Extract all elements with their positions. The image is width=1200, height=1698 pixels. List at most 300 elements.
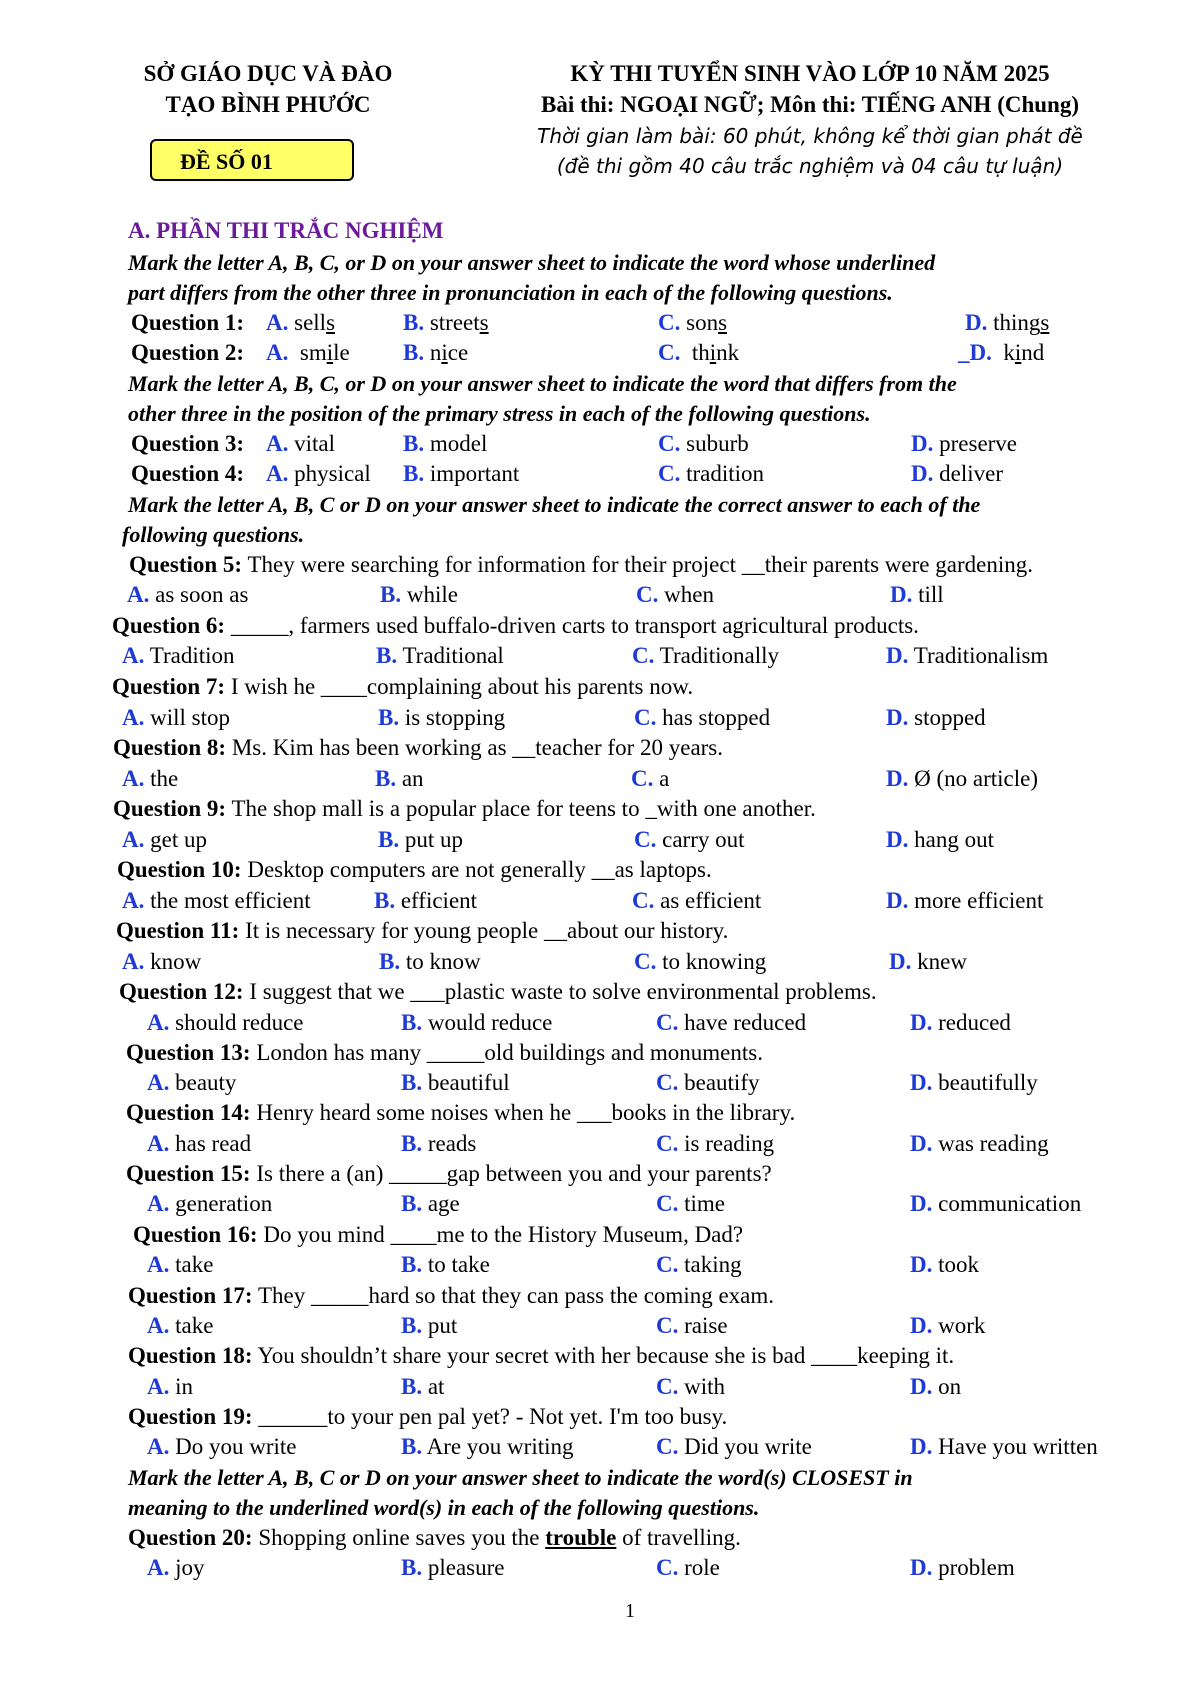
option-d[interactable] — [886, 825, 994, 855]
question-label: Question 16: — [133, 1222, 258, 1247]
option-letter: B. — [379, 949, 401, 974]
question-label: Question 3: — [131, 431, 245, 456]
option-d[interactable] — [910, 1432, 1098, 1462]
option-text: time — [684, 1191, 726, 1216]
option-a[interactable] — [122, 825, 207, 855]
option-letter: A. — [147, 1070, 170, 1095]
option-c[interactable] — [656, 1189, 725, 1219]
option-a[interactable] — [147, 1372, 193, 1402]
option-letter: D. — [886, 766, 909, 791]
option-letter: C. — [634, 705, 657, 730]
option-text: thing — [993, 310, 1041, 335]
option-a[interactable] — [266, 429, 335, 459]
option-text: to take — [427, 1252, 490, 1277]
option-b[interactable] — [401, 1250, 490, 1280]
option-text: take — [175, 1313, 214, 1338]
option-d[interactable] — [965, 308, 1049, 338]
question-20 — [128, 1523, 741, 1553]
option-d[interactable] — [886, 703, 986, 733]
option-text: beautifully — [938, 1070, 1038, 1095]
question-10 — [117, 855, 712, 885]
option-d[interactable] — [886, 764, 1038, 794]
option-letter: C. — [656, 1252, 679, 1277]
option-letter: A. — [122, 705, 145, 730]
option-c[interactable] — [658, 338, 739, 368]
option-text: nk — [716, 340, 740, 365]
option-letter: B. — [403, 461, 425, 486]
question-3 — [131, 429, 244, 459]
option-text: would reduce — [427, 1010, 553, 1035]
option-c[interactable] — [658, 308, 727, 338]
instruction-closest-2: meaning to the underlined word(s) in each of the following questions. — [128, 1495, 760, 1520]
exam-composition: (đề thi gồm 40 câu trắc nghiệm và 04 câu tự luận) — [556, 154, 1064, 178]
question-stem: I wish he ____complaining about his parents now. — [230, 674, 694, 699]
option-letter: D. — [889, 949, 912, 974]
option-d[interactable] — [910, 1129, 1049, 1159]
option-b[interactable] — [401, 1068, 510, 1098]
question-label: Question 12: — [119, 979, 244, 1004]
question-1 — [131, 308, 244, 338]
option-text: in — [175, 1374, 194, 1399]
option-letter: C. — [634, 827, 657, 852]
option-letter: A. — [147, 1131, 170, 1156]
option-text: is stopping — [404, 705, 506, 730]
option-text: at — [427, 1374, 445, 1399]
option-letter: B. — [401, 1434, 423, 1459]
option-text: an — [401, 766, 424, 791]
option-text: will stop — [150, 705, 230, 730]
option-b[interactable] — [401, 1129, 476, 1159]
option-a[interactable] — [122, 947, 201, 977]
option-text: on — [938, 1374, 962, 1399]
option-text: Are you writing — [426, 1434, 574, 1459]
question-label: Question 8: — [113, 735, 227, 760]
instruction-correct-1: Mark the letter A, B, C or D on your answer sheet to indicate the correct answer to each of the — [128, 492, 981, 517]
option-text: Have you written — [938, 1434, 1098, 1459]
option-letter: A. — [266, 310, 289, 335]
option-text: raise — [684, 1313, 728, 1338]
question-label: Question 7: — [112, 674, 226, 699]
option-c[interactable] — [634, 947, 766, 977]
option-c[interactable] — [656, 1129, 774, 1159]
option-text: have reduced — [684, 1010, 807, 1035]
option-text: preserve — [939, 431, 1018, 456]
instruction-closest-1: Mark the letter A, B, C or D on your answer sheet to indicate the word(s) CLOSEST in — [128, 1465, 913, 1490]
question-label: Question 15: — [126, 1161, 251, 1186]
option-letter: D. — [910, 1434, 933, 1459]
option-text: was reading — [938, 1131, 1049, 1156]
question-stem: Henry heard some noises when he ___books in the library. — [256, 1100, 796, 1125]
option-text: as efficient — [660, 888, 762, 913]
question-stem: Ms. Kim has been working as __teacher for 20 years. — [231, 735, 724, 760]
option-c[interactable] — [658, 429, 749, 459]
option-letter: D. — [911, 431, 934, 456]
option-d[interactable] — [910, 1189, 1081, 1219]
option-text: is reading — [684, 1131, 775, 1156]
option-b[interactable] — [375, 764, 424, 794]
underlined-part: i — [441, 340, 448, 365]
question-11 — [116, 916, 728, 946]
option-c[interactable] — [656, 1008, 806, 1038]
option-a[interactable] — [147, 1068, 236, 1098]
question-14 — [126, 1098, 795, 1128]
option-letter: D. — [965, 310, 988, 335]
question-stem: I suggest that we ___plastic waste to solve environmental problems. — [249, 979, 877, 1004]
exam-time: Thời gian làm bài: 60 phút, không kể thời gian phát đề — [537, 124, 1083, 148]
question-stem: Desktop computers are not generally __as laptops. — [247, 857, 712, 882]
option-letter: _D. — [958, 340, 992, 365]
option-d[interactable] — [890, 580, 944, 610]
underlined-part: s — [479, 310, 489, 335]
question-9 — [113, 794, 816, 824]
option-c[interactable] — [631, 764, 669, 794]
option-text: the — [150, 766, 179, 791]
option-letter: A. — [147, 1374, 170, 1399]
option-a[interactable] — [122, 764, 178, 794]
option-d[interactable] — [886, 886, 1043, 916]
option-b[interactable] — [403, 429, 487, 459]
option-text: Do you write — [175, 1434, 297, 1459]
option-text: sell — [294, 310, 327, 335]
option-text: stopped — [914, 705, 986, 730]
option-letter: C. — [656, 1010, 679, 1035]
instruction-stress-2: other three in the position of the primary stress in each of the following questions. — [128, 401, 871, 426]
page-number: 1 — [625, 1600, 635, 1622]
section-title: A. PHẦN THI TRẮC NGHIỆM — [128, 218, 444, 243]
option-letter: D. — [910, 1191, 933, 1216]
option-text: tradition — [686, 461, 765, 486]
question-18 — [128, 1341, 954, 1371]
option-text: to knowing — [662, 949, 767, 974]
option-letter: A. — [266, 461, 289, 486]
option-letter: D. — [910, 1313, 933, 1338]
underlined-part: i — [326, 340, 334, 365]
option-letter: D. — [910, 1010, 933, 1035]
option-c[interactable] — [632, 641, 779, 671]
option-letter: A. — [147, 1010, 170, 1035]
option-a[interactable] — [266, 338, 350, 368]
option-text: le — [333, 340, 350, 365]
option-text: age — [427, 1191, 460, 1216]
option-letter: C. — [632, 643, 655, 668]
option-text: carry out — [662, 827, 745, 852]
option-c[interactable] — [656, 1250, 742, 1280]
option-letter: C. — [656, 1070, 679, 1095]
option-letter: D. — [910, 1374, 933, 1399]
option-b[interactable] — [403, 338, 468, 368]
option-letter: C. — [658, 461, 681, 486]
option-text: as soon as — [155, 582, 249, 607]
option-letter: A. — [266, 431, 289, 456]
option-b[interactable] — [401, 1432, 574, 1462]
option-c[interactable] — [634, 703, 770, 733]
option-a[interactable] — [122, 703, 230, 733]
option-b[interactable] — [401, 1189, 460, 1219]
option-text: important — [429, 461, 520, 486]
option-text: communication — [938, 1191, 1082, 1216]
question-stem: Shopping online saves you the — [258, 1525, 540, 1550]
option-text: th — [691, 340, 710, 365]
option-text: Ø (no article) — [914, 766, 1039, 791]
question-stem: ______to your pen pal yet? - Not yet. I'm too busy. — [258, 1404, 728, 1429]
question-15 — [126, 1159, 772, 1189]
question-label: Question 5: — [129, 552, 243, 577]
option-text: Traditionally — [659, 643, 779, 668]
option-c[interactable] — [658, 459, 764, 489]
option-b[interactable] — [374, 886, 477, 916]
option-letter: D. — [886, 643, 909, 668]
option-b[interactable] — [401, 1372, 444, 1402]
question-label: Question 14: — [126, 1100, 251, 1125]
option-letter: C. — [631, 766, 654, 791]
option-letter: C. — [656, 1131, 679, 1156]
instruction-correct-2: following questions. — [122, 522, 305, 547]
option-letter: B. — [374, 888, 396, 913]
question-17 — [128, 1281, 774, 1311]
option-text: hang out — [914, 827, 994, 852]
option-letter: B. — [378, 827, 400, 852]
option-text: joy — [175, 1555, 205, 1580]
option-text: put up — [404, 827, 463, 852]
option-text: physical — [294, 461, 371, 486]
option-letter: D. — [910, 1070, 933, 1095]
option-d[interactable] — [958, 338, 1044, 368]
option-text: a — [659, 766, 670, 791]
option-text: get up — [150, 827, 207, 852]
option-b[interactable] — [403, 308, 489, 338]
option-text: k — [1003, 340, 1015, 365]
option-text: when — [664, 582, 714, 607]
option-d[interactable] — [910, 1372, 961, 1402]
option-letter: A. — [147, 1434, 170, 1459]
question-stem: Do you mind ____me to the History Museum, Dad? — [263, 1222, 744, 1247]
option-b[interactable] — [376, 641, 504, 671]
option-text: nd — [1021, 340, 1045, 365]
instruction-pronunciation-2: part differs from the other three in pronunciation in each of the following questions. — [128, 280, 893, 305]
option-text: Did you write — [684, 1434, 812, 1459]
option-b[interactable] — [401, 1311, 457, 1341]
option-a[interactable] — [127, 580, 248, 610]
underlined-part: s — [718, 310, 728, 335]
option-text: ce — [447, 340, 469, 365]
option-letter: C. — [658, 431, 681, 456]
option-text: vital — [294, 431, 336, 456]
option-a[interactable] — [147, 1008, 304, 1038]
option-text: more efficient — [914, 888, 1044, 913]
question-label: Question 6: — [112, 613, 226, 638]
question-stem: It is necessary for young people __about our history. — [245, 918, 729, 943]
option-text: beauty — [175, 1070, 237, 1095]
option-c[interactable] — [656, 1432, 812, 1462]
option-text: beautify — [684, 1070, 760, 1095]
option-b[interactable] — [403, 459, 519, 489]
option-a[interactable] — [147, 1311, 213, 1341]
option-d[interactable] — [911, 429, 1017, 459]
option-d[interactable] — [910, 1553, 1015, 1583]
option-text: son — [686, 310, 719, 335]
option-text: while — [406, 582, 458, 607]
option-letter: B. — [401, 1131, 423, 1156]
question-label: Question 2: — [131, 340, 245, 365]
option-text: Traditionalism — [913, 643, 1049, 668]
option-text: took — [938, 1252, 980, 1277]
option-d[interactable] — [910, 1008, 1011, 1038]
option-d[interactable] — [910, 1311, 985, 1341]
option-a[interactable] — [147, 1129, 251, 1159]
option-letter: C. — [658, 340, 681, 365]
option-letter: A. — [127, 582, 150, 607]
exam-title: KỲ THI TUYỂN SINH VÀO LỚP 10 NĂM 2025 — [570, 61, 1050, 86]
option-text: know — [150, 949, 202, 974]
option-d[interactable] — [910, 1068, 1038, 1098]
option-letter: B. — [378, 705, 400, 730]
option-a[interactable] — [122, 886, 311, 916]
option-text: knew — [917, 949, 967, 974]
option-c[interactable] — [656, 1311, 728, 1341]
question-8 — [113, 733, 723, 763]
option-letter: D. — [910, 1252, 933, 1277]
question-label: Question 9: — [113, 796, 227, 821]
question-label: Question 11: — [116, 918, 240, 943]
question-stem: Is there a (an) _____gap between you and your parents? — [256, 1161, 772, 1186]
option-text: work — [938, 1313, 986, 1338]
option-letter: C. — [634, 949, 657, 974]
option-letter: A. — [122, 766, 145, 791]
option-text: street — [429, 310, 480, 335]
question-stem: London has many _____old buildings and monuments. — [256, 1040, 763, 1065]
option-a[interactable] — [147, 1189, 272, 1219]
option-b[interactable] — [378, 703, 505, 733]
question-label: Question 17: — [128, 1283, 253, 1308]
question-label: Question 18: — [128, 1343, 253, 1368]
option-letter: B. — [401, 1252, 423, 1277]
question-stem: _____, farmers used buffalo-driven carts to transport agricultural products. — [230, 613, 919, 638]
option-c[interactable] — [656, 1068, 759, 1098]
option-letter: A. — [147, 1252, 170, 1277]
exam-subject: Bài thi: NGOẠI NGỮ; Môn thi: TIẾNG ANH (Chung) — [540, 92, 1079, 117]
option-text: with — [684, 1374, 726, 1399]
option-letter: B. — [380, 582, 402, 607]
question-label: Question 20: — [128, 1525, 253, 1550]
school-dept-line1: SỞ GIÁO DỤC VÀ ĐÀO — [143, 61, 393, 86]
question-stem: of travelling. — [622, 1525, 741, 1550]
option-letter: D. — [890, 582, 913, 607]
question-stem: They were searching for information for their project __their parents were gardening. — [247, 552, 1033, 577]
underlined-part: s — [1040, 310, 1050, 335]
question-stem: They _____hard so that they can pass the coming exam. — [257, 1283, 775, 1308]
option-a[interactable] — [147, 1250, 213, 1280]
option-text: suburb — [686, 431, 749, 456]
option-a[interactable] — [147, 1432, 297, 1462]
question-2 — [131, 338, 244, 368]
option-text: put — [427, 1313, 458, 1338]
option-text: the most efficient — [150, 888, 311, 913]
option-letter: A. — [266, 340, 289, 365]
question-stem: The shop mall is a popular place for teens to _with one another. — [231, 796, 816, 821]
option-text: taking — [684, 1252, 742, 1277]
option-a[interactable] — [122, 641, 235, 671]
question-label: Question 19: — [128, 1404, 253, 1429]
option-letter: B. — [401, 1070, 423, 1095]
option-d[interactable] — [910, 1250, 979, 1280]
underlined-word: trouble — [545, 1525, 617, 1550]
option-letter: A. — [122, 643, 145, 668]
option-letter: A. — [147, 1313, 170, 1338]
question-19 — [128, 1402, 727, 1432]
option-text: should reduce — [175, 1010, 304, 1035]
option-letter: B. — [401, 1555, 423, 1580]
option-text: generation — [175, 1191, 273, 1216]
option-b[interactable] — [379, 947, 481, 977]
option-letter: D. — [886, 705, 909, 730]
option-b[interactable] — [378, 825, 463, 855]
question-stem: You shouldn’t share your secret with her because she is bad ____keeping it. — [257, 1343, 955, 1368]
option-c[interactable] — [636, 580, 714, 610]
option-text: has stopped — [662, 705, 771, 730]
option-text: to know — [405, 949, 481, 974]
option-letter: C. — [632, 888, 655, 913]
option-letter: C. — [656, 1191, 679, 1216]
underlined-part: s — [326, 310, 336, 335]
option-c[interactable] — [656, 1372, 725, 1402]
option-letter: B. — [403, 340, 425, 365]
option-d[interactable] — [889, 947, 967, 977]
option-text: n — [429, 340, 442, 365]
option-text: Traditional — [402, 643, 504, 668]
question-6 — [112, 611, 919, 641]
question-7 — [112, 672, 693, 702]
option-d[interactable] — [886, 641, 1048, 671]
option-letter: D. — [886, 827, 909, 852]
option-letter: A. — [147, 1555, 170, 1580]
option-letter: C. — [656, 1313, 679, 1338]
option-c[interactable] — [632, 886, 761, 916]
option-a[interactable] — [147, 1553, 205, 1583]
option-text: deliver — [939, 461, 1003, 486]
option-b[interactable] — [401, 1008, 552, 1038]
option-text: model — [429, 431, 488, 456]
option-a[interactable] — [266, 308, 335, 338]
question-12 — [119, 977, 877, 1007]
school-dept-line2: TẠO BÌNH PHƯỚC — [165, 92, 371, 117]
question-label: Question 10: — [117, 857, 242, 882]
option-letter: D. — [910, 1131, 933, 1156]
question-13 — [126, 1038, 763, 1068]
option-text: beautiful — [427, 1070, 510, 1095]
question-label: Question 1: — [131, 310, 245, 335]
option-text: till — [918, 582, 944, 607]
option-c[interactable] — [656, 1553, 720, 1583]
option-letter: C. — [656, 1434, 679, 1459]
question-label: Question 4: — [131, 461, 245, 486]
option-c[interactable] — [634, 825, 745, 855]
option-text: role — [684, 1555, 720, 1580]
option-text: reads — [427, 1131, 477, 1156]
option-letter: B. — [403, 431, 425, 456]
option-d[interactable] — [911, 459, 1003, 489]
option-text: Tradition — [149, 643, 235, 668]
underlined-part: i — [1014, 340, 1022, 365]
option-letter: A. — [122, 827, 145, 852]
underlined-part: i — [709, 340, 717, 365]
option-b[interactable] — [380, 580, 458, 610]
option-text: pleasure — [427, 1555, 505, 1580]
option-letter: A. — [147, 1191, 170, 1216]
option-b[interactable] — [401, 1553, 504, 1583]
option-text: problem — [938, 1555, 1015, 1580]
option-letter: B. — [401, 1374, 423, 1399]
option-a[interactable] — [266, 459, 371, 489]
